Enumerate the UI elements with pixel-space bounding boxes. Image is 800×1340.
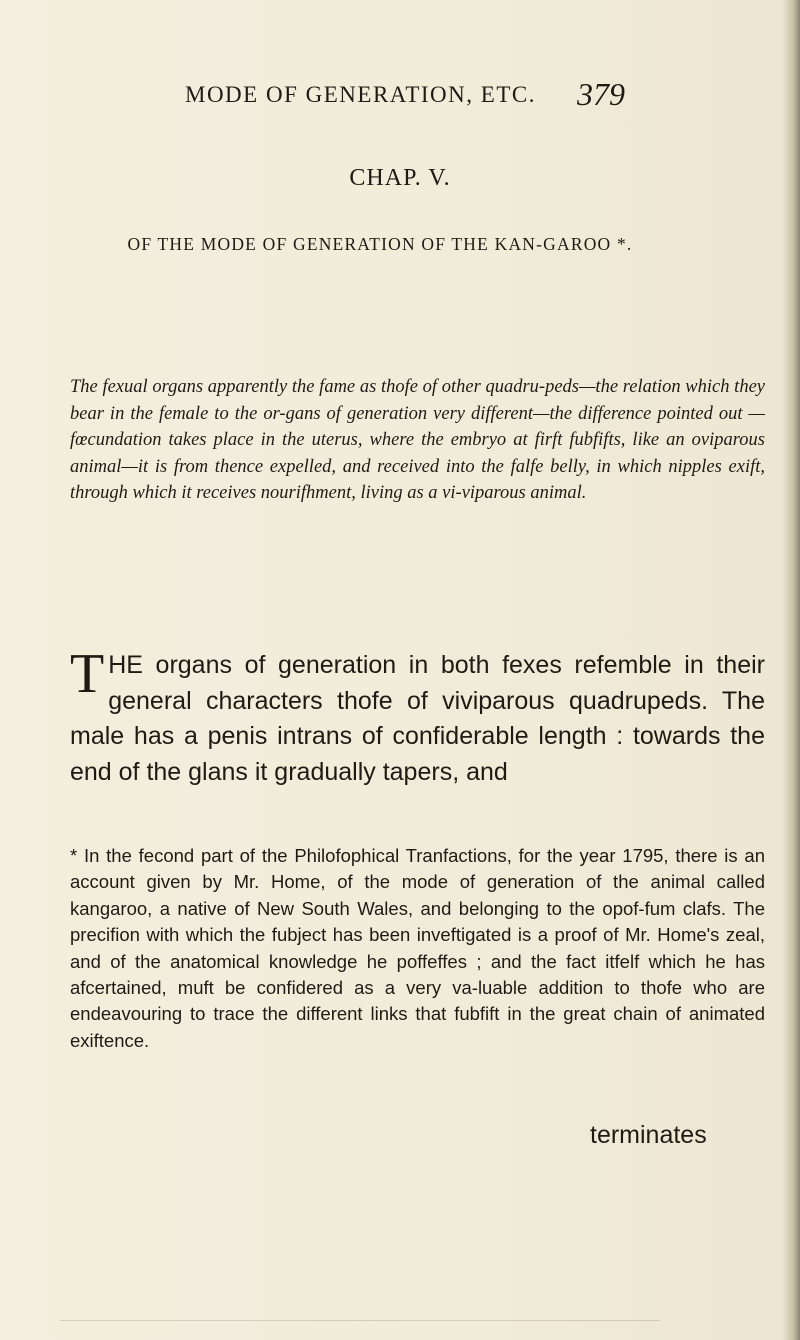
drop-cap: T: [70, 643, 105, 705]
chapter-label-text: CHAP. V.: [349, 165, 451, 191]
footnote: * In the fecond part of the Philofophical Tranfactions, for the year 1795, there is an account given by Mr. Home, of the mode of generation of the animal called kangaroo, a native of New South Wales, and belonging to the opof-fum clafs. The precifion with which the fubject has been inveftigated is a proof of Mr. Home's zeal, and of the anatomical knowledge he poffeffes ; and the fact itfelf which he has afcertained, muft be confidered as a very va-luable addition to thofe who are endeavouring to trace the different links that fubfift in the great chain of animated exiftence.: [70, 845, 765, 1051]
chapter-synopsis: The fexual organs apparently the fame as thofe of other quadru-peds—the relation which they bear in the female to the or-gans of generation very different—the difference pointed out —fœcundation takes place in the uterus, where the embryo at firft fubfifts, like an oviparous animal—it is from thence expelled, and received into the falfe belly, in which nipples exift, through which it receives nourifhment, living as a vi-viparous animal.: [70, 377, 765, 504]
body-paragraph: [70, 643, 765, 790]
chapter-label: [0, 165, 800, 192]
page-number: 379: [577, 76, 625, 112]
running-head: MODE OF GENERATION, ETC.: [185, 82, 536, 107]
body-paragraph-text: HE organs of generation in both fexes refemble in their general characters thofe of viviparous quadrupeds. The male has a penis intrans of confiderable length : towards the end of the glans it gradually tapers, and: [70, 651, 765, 786]
page-header: [185, 76, 625, 122]
page-bottom-rule: [60, 1320, 660, 1321]
catchword: terminates: [590, 1121, 707, 1149]
chapter-title: OF THE MODE OF GENERATION OF THE KAN-GAROO *.: [127, 234, 633, 254]
page-edge-shadow: [782, 0, 800, 1340]
